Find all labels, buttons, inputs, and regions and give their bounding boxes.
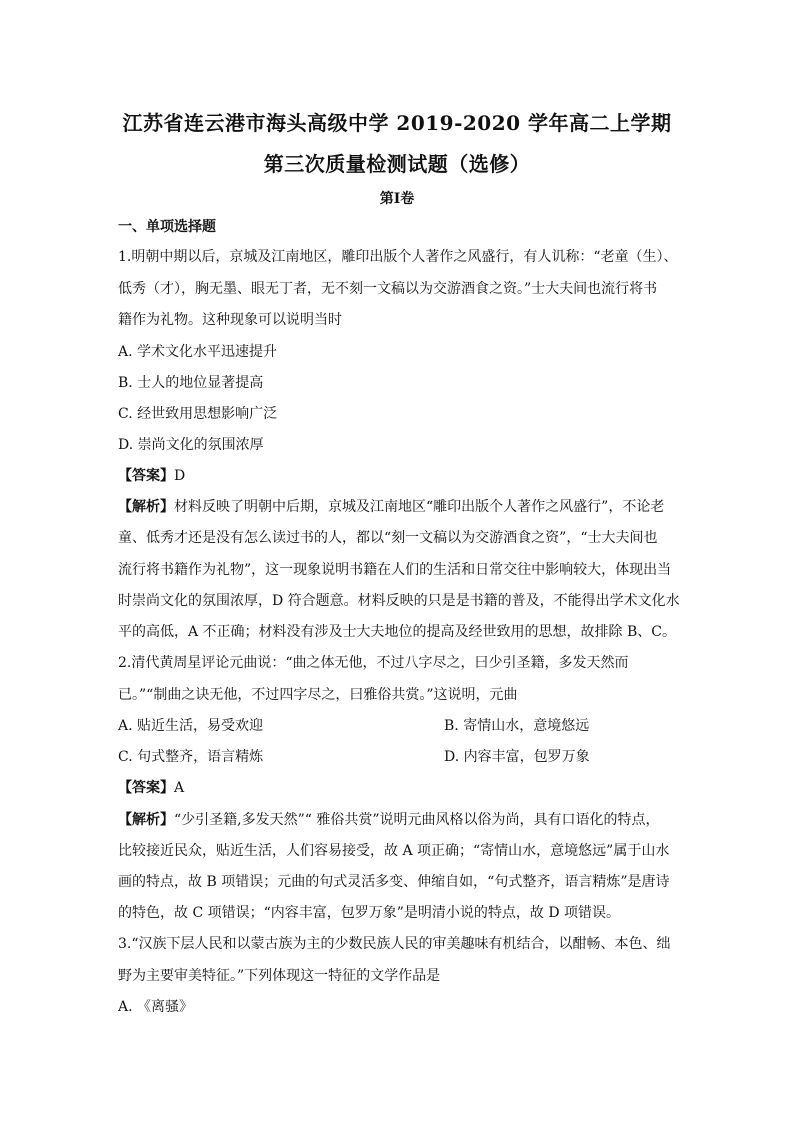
part-heading: 第Ⅰ卷	[379, 191, 415, 207]
q1-answer	[118, 467, 678, 485]
analysis-tag: 【解析】	[118, 499, 174, 515]
q2-option-b: B. 寄情山水，意境悠远	[444, 718, 590, 734]
q3-stem-line-2: 野为主要审美特征。”下列体现这一特征的文学作品是	[118, 968, 441, 984]
q2-analysis-line-3: 画的特点，故 B 项错误；元曲的句式灵活多变、伸缩自如，“句式整齐，语言精炼”是唐诗	[118, 874, 670, 890]
q1-analysis-line-4: 时崇尚文化的氛围浓厚，D 符合题意。材料反映的只是是书籍的普及，不能得出学术文化水	[118, 593, 680, 609]
q1-stem-line-3: 籍作为礼物。这种现象可以说明当时	[118, 312, 342, 328]
analysis-tag: 【解析】	[118, 812, 174, 828]
q1-analysis-line-3: 流行将书籍作为礼物”，这一现象说明书籍在人们的生活和日常交往中影响较大，体现出当	[118, 562, 672, 578]
answer-value: A	[174, 780, 185, 796]
q2-analysis-line-4: 的特色，故 C 项错误；“内容丰富，包罗万象”是明清小说的特点，故 D 项错误。	[118, 905, 621, 921]
q2-analysis-line-1	[118, 811, 678, 829]
q2-answer	[118, 779, 678, 797]
q1-option-b: B. 士人的地位显著提高	[118, 375, 264, 391]
q1-stem-line-1: 1.明朝中期以后，京城及江南地区，雕印出版个人著作之风盛行，有人讥称：“老童（生）、	[118, 249, 678, 265]
q1-stem-line-2: 低秀（才），胸无墨、眼无丁者，无不刻一文稿以为交游酒食之资。”士大夫间也流行将书	[118, 281, 658, 297]
answer-value: D	[174, 468, 186, 484]
q2-analysis-line-2: 比较接近民众，贴近生活，人们容易接受，故 A 项正确；“寄情山水，意境悠远”属于山水	[118, 843, 670, 859]
q1-analysis-line-5: 平的高低，A 不正确；材料没有涉及士大夫地位的提高及经世致用的思想，故排除 B、C。	[118, 624, 677, 640]
q2-stem-line-1: 2.清代黄周星评论元曲说：“曲之体无他，不过八字尽之，曰少引圣籍，多发天然而	[118, 655, 629, 671]
q1-option-c: C. 经世致用思想影响广泛	[118, 406, 278, 422]
section-heading: 一、单项选择题	[118, 219, 216, 235]
q2-option-d: D. 内容丰富，包罗万象	[444, 749, 590, 765]
answer-tag: 【答案】	[118, 468, 174, 484]
analysis-text: “少引圣籍,多发天然”“ 雅俗共赏”说明元曲风格以俗为尚，具有口语化的特点，	[174, 812, 660, 828]
q2-stem-line-2: 已。”“制曲之诀无他，不过四字尽之，曰雅俗共赏。”这说明，元曲	[118, 687, 518, 703]
q1-option-d: D. 崇尚文化的氛围浓厚	[118, 437, 264, 453]
document-title-line1: 江苏省连云港市海头高级中学 2019-2020 学年高二上学期	[122, 111, 672, 135]
q1-analysis-line-1	[118, 498, 678, 516]
document-title-line2: 第三次质量检测试题（选修）	[263, 152, 531, 176]
q3-stem-line-1: 3.“汉族下层人民和以蒙古族为主的少数民族人民的审美趣味有机结合，以酣畅、本色、绌	[118, 936, 671, 952]
q1-option-a: A. 学术文化水平迅速提升	[118, 344, 278, 360]
q1-analysis-line-2: 童、低秀才还是没有怎么读过书的人，都以“刻一文稿以为交游酒食之资”，“士大夫间也	[118, 530, 658, 546]
analysis-text: 材料反映了明朝中后期，京城及江南地区“雕印出版个人著作之风盛行”，不论老	[174, 499, 665, 515]
q2-option-a: A. 贴近生活，易受欢迎	[118, 718, 264, 734]
q2-option-c: C. 句式整齐，语言精炼	[118, 749, 264, 765]
q3-option-a: A. 《离骚》	[118, 999, 194, 1015]
answer-tag: 【答案】	[118, 780, 174, 796]
